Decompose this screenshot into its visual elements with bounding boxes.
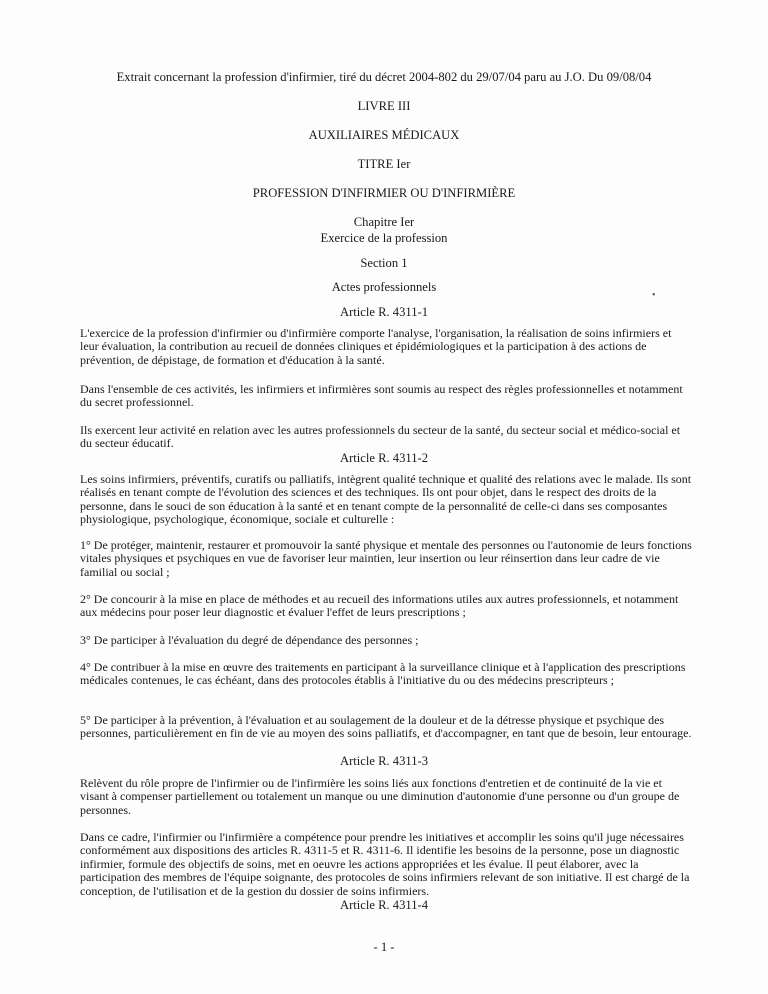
list-item <box>80 539 692 579</box>
paragraph-text: Relèvent du rôle propre de l'infirmier ou de l'infirmière les soins liés aux fonctions d'entretien et de continuité de la vie et visant à compenser partiellement ou totalement un manque ou une diminution d'autonomie d'une personne ou d'un groupe de personnes. <box>80 776 680 817</box>
paragraph <box>80 327 692 367</box>
scan-speck: • <box>652 290 656 301</box>
titre-heading: TITRE Ier <box>357 157 411 171</box>
list-item <box>80 714 692 741</box>
paragraph-text: Ils exercent leur activité en relation avec les autres professionnels du secteur de la santé, du secteur social et médico-social et du secteur éducatif. <box>80 423 681 451</box>
profession-heading: PROFESSION D'INFIRMIER OU D'INFIRMIÈRE <box>252 186 516 200</box>
section-heading: Section 1 <box>360 256 408 270</box>
paragraph-text: Les soins infirmiers, préventifs, curatifs ou palliatifs, intègrent qualité technique et qualité des relations avec le malade. Ils sont réalisés en tenant compte de l'évolution des sciences et des techniques. Ils ont pour objet, dans le respect des droits de la personne, dans le souci de son éducation à la santé et en tenant compte de la personnalité de celle-ci dans ses composantes physiologique, psychologique, économique, sociale et culturelle : <box>80 472 692 527</box>
article-heading: Article R. 4311-4 <box>339 898 429 912</box>
paragraph <box>80 777 692 817</box>
paragraph <box>80 473 692 527</box>
paragraph <box>80 831 692 898</box>
livre-heading: LIVRE III <box>357 99 411 113</box>
paragraph-text: 4° De contribuer à la mise en œuvre des traitements en participant à la surveillance clinique et à l'application des prescriptions médicales contenues, le cas échéant, dans des protocoles établis à l'initiative du ou des médecins prescripteurs ; <box>80 660 686 688</box>
article-heading: Article R. 4311-2 <box>339 451 429 465</box>
auxiliaires-heading: AUXILIAIRES MÉDICAUX <box>308 128 460 142</box>
document-header: Extrait concernant la profession d'infirmier, tiré du décret 2004-802 du 29/07/04 paru au J.O. Du 09/08/04 <box>116 70 652 84</box>
paragraph-text: 3° De participer à l'évaluation du degré de dépendance des personnes ; <box>80 633 419 647</box>
paragraph-text: L'exercice de la profession d'infirmier ou d'infirmière comporte l'analyse, l'organisation, la réalisation de soins infirmiers et leur évaluation, la contribution au recueil de données cliniques et épidémiologiques et la participation à des actions de prévention, de dépistage, de formation et d'éducation à la santé. <box>80 326 672 367</box>
paragraph <box>80 424 692 451</box>
exercice-heading: Exercice de la profession <box>320 231 448 245</box>
page-number: - 1 - <box>373 940 395 954</box>
paragraph-text: 1° De protéger, maintenir, restaurer et promouvoir la santé physique et mentale des personnes ou l'autonomie de leurs fonctions vitales physiques et psychiques en vue de favoriser leur maintien, leur insertion ou leur réinsertion dans leur cadre de vie familial ou social ; <box>80 538 692 579</box>
list-item <box>80 593 692 620</box>
actes-heading: Actes professionnels <box>331 280 437 294</box>
paragraph-text: Dans ce cadre, l'infirmier ou l'infirmière a compétence pour prendre les initiatives et accomplir les soins qu'il juge nécessaires conformément aux dispositions des articles R. 4311-5 et R. 4311-6. Il identifie les besoins de la personne, pose un diagnostic infirmier, formule des objectifs de soins, met en oeuvre les actions appropriées et les évalue. Il peut élaborer, avec la participation des membres de l'équipe soignante, des protocoles de soins infirmiers relevant de son initiative. Il est chargé de la conception, de l'utilisation et de la gestion du dossier de soins infirmiers. <box>80 830 690 898</box>
paragraph-text: 5° De participer à la prévention, à l'évaluation et au soulagement de la douleur et de la détresse physique et psychique des personnes, particulièrement en fin de vie au moyen des soins palliatifs, et d'accompagner, en tant que de besoin, leur entourage. <box>80 713 692 741</box>
list-item <box>80 634 692 647</box>
list-item <box>80 661 692 688</box>
paragraph <box>80 383 692 410</box>
article-heading: Article R. 4311-1 <box>339 305 429 319</box>
article-heading: Article R. 4311-3 <box>339 754 429 768</box>
chapitre-heading: Chapitre Ier <box>353 215 415 229</box>
paragraph-text: Dans l'ensemble de ces activités, les infirmiers et infirmières sont soumis au respect des règles professionnelles et notamment du secret professionnel. <box>80 382 683 410</box>
paragraph-text: 2° De concourir à la mise en place de méthodes et au recueil des informations utiles aux autres professionnels, et notamment aux médecins pour poser leur diagnostic et évaluer l'effet de leurs prescriptions ; <box>80 592 679 620</box>
